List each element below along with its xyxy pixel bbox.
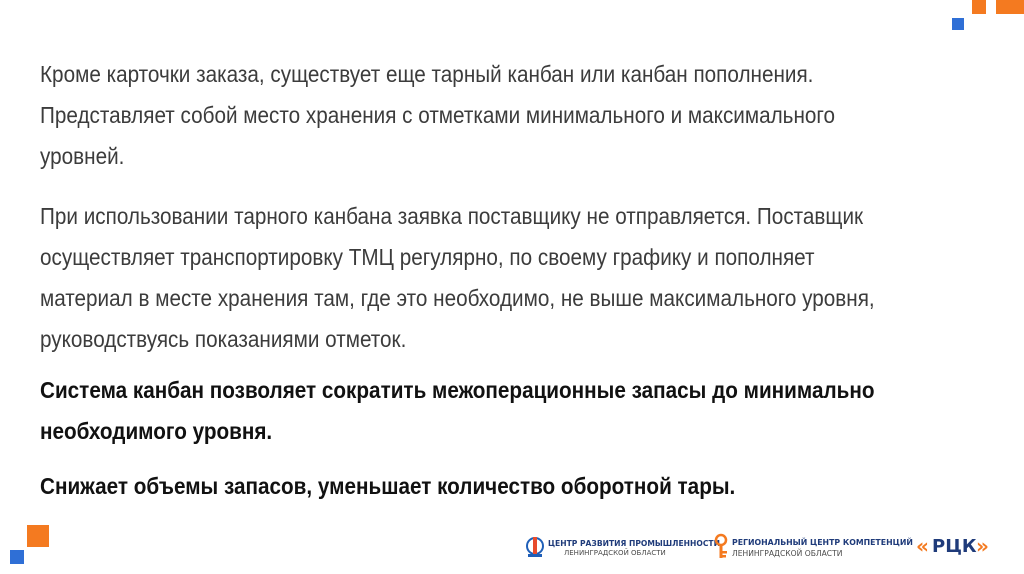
paragraph-supplier: При использовании тарного канбана заявка поставщику не отправляется. Поставщик осуществляет транспортировку ТМЦ регулярно, по своему графику и пополняет материал в месте хранения там, где это необходимо, не выше максимального уровня, руководствуясь показаниями отметок. <box>40 203 875 352</box>
logo-rck <box>916 528 990 568</box>
paragraph-reduces-inventory: Снижает объемы запасов, уменьшает количество оборотной тары. <box>40 473 736 499</box>
decor-square-orange-top <box>972 0 986 14</box>
competence-center-title: РЕГИОНАЛЬНЫЙ ЦЕНТР КОМПЕТЕНЦИЙ <box>732 538 913 547</box>
paragraph-returnable-kanban: Кроме карточки заказа, существует еще тарный канбан или канбан пополнения. Представляет собой место хранения с отметками минимального и максимального уровней. <box>40 61 836 169</box>
rck-left-bracket-icon: « <box>916 534 929 558</box>
competence-center-subtitle: ЛЕНИНГРАДСКОЙ ОБЛАСТИ <box>732 549 843 558</box>
decor-square-orange-right <box>996 0 1024 14</box>
rck-logo-text: РЦК <box>932 536 977 557</box>
decor-square-blue <box>952 18 964 30</box>
logo-industry-center <box>524 528 720 568</box>
industry-center-emblem-icon <box>524 534 546 562</box>
competence-center-key-icon <box>712 533 730 561</box>
decor-square-blue-bottom <box>10 550 24 564</box>
industry-center-subtitle: ЛЕНИНГРАДСКОЙ ОБЛАСТИ <box>564 549 666 557</box>
paragraph-kanban-reduces-stock: Система канбан позволяет сократить межоперационные запасы до минимально необходимого уровня. <box>40 377 875 444</box>
logo-competence-center <box>712 528 913 568</box>
decor-square-orange-bottom <box>27 525 49 547</box>
rck-right-bracket-icon: » <box>976 534 989 558</box>
industry-center-title: ЦЕНТР РАЗВИТИЯ ПРОМЫШЛЕННОСТИ <box>548 539 720 548</box>
